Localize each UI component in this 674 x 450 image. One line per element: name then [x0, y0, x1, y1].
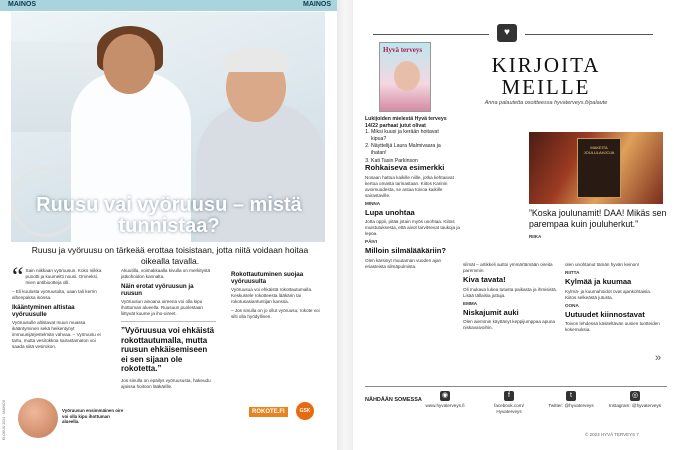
facebook-link[interactable]: f facebook.com/ Hyvaterveys: [494, 392, 524, 414]
paragraph: – Jos sinulla on jo ollut vyöruusu, rokote voi silti olla hyödyllinen.: [231, 308, 320, 319]
list-item: 3. Kati Tasin Parkinson: [371, 158, 453, 165]
pull-quote: ”Vyöruusua voi ehkäistä rokottautumalla, mutta ruusun ehkäisemiseen ei sen sijaan ole rokotetta.”: [121, 321, 216, 374]
letter-text: Kylmä- ja kuumahoidot ovat ajankohtaisia. Kiitos selkeästä jutusta.: [565, 288, 652, 300]
letter-heading: Kiva tavata!: [463, 275, 506, 284]
list-item: 2. Näyttelijä Laura Malmivaara ja ihatan!: [371, 143, 453, 156]
letter-signature: PÄIVI: [365, 239, 377, 244]
rokote-logo: ROKOTE.FI: [249, 407, 288, 417]
subheading: Rokottautuminen suojaa vyöruusulta: [231, 271, 304, 285]
readers-title: Lukijoiden mielestä Hyvä terveys 14/22 parhaat jutut olivat: [365, 116, 447, 129]
website-link[interactable]: ◉ www.hyvaterveys.fi: [425, 392, 465, 408]
letters-column-2: [463, 262, 559, 333]
paragraph: Vyöruusua voi ehkäistä rokottautumalla. Keskustele rokotteesta lääkärin tai rokotusasiantuntijan kanssa.: [231, 287, 313, 304]
list-item: 1. Miksi kuusi ja kerään hoitavat kipua?: [371, 129, 453, 142]
book-photo: [529, 132, 663, 204]
instagram-icon: ◎: [631, 392, 639, 399]
facebook-icon: f: [504, 391, 514, 401]
letter-text: Olen kärsinyt muutaman vuoden ajan eriasteista silmäpulmista.: [365, 257, 442, 269]
letters-column-1: [365, 162, 461, 272]
page-gutter: [337, 0, 353, 450]
letter-heading: Rohkaiseva esimerkki: [365, 163, 445, 172]
article-headline: Ruusu vai vyöruusu – mistä tunnistaa?: [36, 194, 302, 237]
globe-icon: ◉: [441, 392, 449, 399]
section-title: KIRJOITA MEILLE: [491, 53, 601, 99]
subheading: Näin erotat vyöruusun ja ruusun: [121, 283, 194, 297]
paragraph: Vyöruusun ainoana oireena voi olla kipu ihottuman alueella. Ruusuun puolestaan liittyvät kuume ja iho-oireet.: [121, 299, 203, 316]
page-footer: © 2023 HYVÄ TERVEYS 7: [585, 432, 639, 437]
social-bar: [365, 386, 667, 436]
right-page: [353, 0, 674, 450]
paragraph: Akuutilla, voimakkaalla kivulla on merkitystä jatkohoidon kannalta.: [121, 268, 211, 279]
side-credit: ELOKUU 2024 · MAINOS: [2, 399, 6, 440]
letter-signature: RIITTA: [565, 270, 580, 275]
letter-text: Toivon lehdessä käsiteltävän uusien tuotteiden kokemuksia.: [565, 321, 660, 332]
article-column-1: “ Sain niikkaan vyöruusun. Koko niikka punotti ja kuumeitti nousi. Omneksi, mien antibiootteja olli. – Eli kuulosta vyöruusulta, uaan tali kerrin alhenpaksa isonsa. Ikääntyminen altistaa vyöruusulle Vyöruusulle altistavat muun muassa ikääntyminen sekä heikentynyt immuunijärjestelmän vahvaa. – Vyöruusu ei tartu, mutta vesirokkoa sairastamaton voi saada siitä vesirokon.: [12, 268, 107, 353]
letter-signature: OONA: [565, 302, 579, 308]
book-cover: MAKEITA JOULULAHJOJA: [577, 138, 621, 198]
reader-quote: ”Koska joulunamit! DAA! Mikäs sen parempaa kuin jouluherkut.”: [529, 208, 667, 229]
letter-text: olen unohtanut tämän hyvän keinon!: [565, 262, 640, 267]
letter-text: Nosaan hattua kaikille niille, jotka kehtaavat kertoa omasta tarinastaan. Kiitos Karinin avoimuudesta, se antaa toivoa kaikille sairastaville.: [365, 174, 454, 198]
advert-tag-right: MAINOS: [303, 1, 331, 8]
letter-heading: Milloin silmälääkäriin?: [365, 246, 447, 255]
letter-signature: EMMA: [463, 300, 478, 306]
twitter-link[interactable]: t Twitter: @hyvaterveys: [548, 392, 594, 408]
gsk-logo: GSK: [296, 402, 314, 420]
twitter-icon: t: [566, 391, 576, 401]
letter-text: Olen aiemmin käyttänyt keppijumppaa apuna niskavaivoihin.: [463, 319, 555, 330]
rash-photo: [18, 398, 58, 438]
social-label: NÄHDÄÄN SOMESSA: [365, 397, 422, 403]
letter-text: silmät – artikkeli auttoi ymmärtämään oireita paremmin.: [463, 262, 553, 273]
article-lede: Ruusu ja vyöruusu on tärkeää erottaa toisistaan, jotta niitä voidaan hoitaa oikealla tavalla.: [31, 245, 309, 266]
cover-title: Hyvä terveys: [383, 46, 423, 54]
article-column-2: [121, 268, 216, 393]
next-page-icon[interactable]: »: [655, 352, 662, 364]
letter-heading: Lupa unohtaa: [365, 207, 415, 217]
letters-column-3: [565, 262, 661, 335]
photo-caption: Vyöruusun ensimmäinen oire voi olla kipu ihottuman alueella.: [62, 408, 124, 424]
readers-favorites: [365, 116, 453, 165]
advert-topbar: [0, 0, 337, 11]
letter-text: Oli mukava lukea tutusta paikasta ja ihmisistä. Lisää tällaisia juttuja.: [463, 286, 557, 298]
instagram-link[interactable]: ◎ Instagram: @hyvaterveys: [608, 392, 662, 408]
section-subtitle: Anna palautetta osoitteessa hyvaterveys.fi/palaute: [484, 100, 608, 106]
subheading: Ikääntyminen altistaa vyöruusulle: [12, 304, 75, 318]
quote-signature: RIIKA: [529, 234, 542, 239]
letter-signature: MINNA: [365, 200, 381, 206]
article-column-3: [231, 268, 326, 323]
letter-heading: Niskajumit auki: [463, 307, 519, 317]
advert-tag-left: MAINOS: [8, 1, 36, 8]
paragraph: – Eli kuulosta vyöruusulta, uaan tali kerrin alhenpaksa isonsa.: [12, 289, 97, 300]
magazine-cover: [379, 42, 431, 112]
letter-heading: Uutuudet kiinnostavat: [565, 309, 645, 319]
letter-heading: Kylmää ja kuumaa: [565, 277, 632, 286]
heart-icon: ♥: [497, 24, 517, 42]
paragraph: Vyöruusulle altistavat muun muassa ikääntyminen sekä heikentynyt immuunijärjestelmän vahvaa. – Vyöruusu ei tartu, mutta vesirokkoa sairastamaton voi saada siitä vesirokon.: [12, 320, 101, 349]
intro-paragraph: Sain niikkaan vyöruusun. Koko niikka punotti ja kuumeitti nousi. Omneksi, mien antibiootteja olli.: [25, 268, 102, 285]
paragraph: Jos sinulla on epäilys vyöruususta, hakeudu ajoissa hoitoon lääkärille.: [121, 377, 211, 389]
letter-text: Jotta oppii, pitää jotain myös unohtaa. Kiitos muistutuksesta, että aivot tarvitsevat taukoja ja lepoa.: [365, 219, 460, 236]
